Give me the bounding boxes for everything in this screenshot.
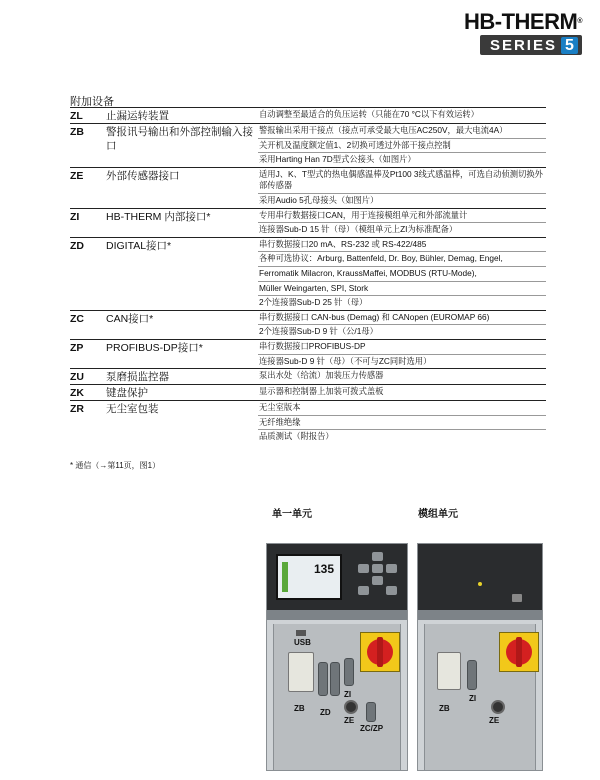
key-down-icon — [372, 576, 383, 585]
ze-socket-icon — [344, 700, 358, 714]
accessory-name: 外部传感器接口 — [106, 169, 180, 182]
accessory-desc-line: 警报输出采用干接点（接点可承受最大电压AC250V，最大电流4A） — [258, 124, 546, 139]
module-ze-socket-icon — [491, 700, 505, 714]
accessory-code: ZD — [70, 239, 84, 252]
module-switch-icon — [499, 632, 539, 672]
accessory-desc-line: 无尘室版本 — [258, 401, 546, 416]
label-usb: USB — [294, 638, 311, 647]
section-title: 附加设备 — [70, 96, 114, 108]
accessory-desc-line: Ferromatik Milacron, KraussMaffei, MODBUS (RTU-Mode), — [258, 267, 546, 282]
accessory-code: ZU — [70, 371, 84, 384]
module-connection-area — [424, 624, 536, 770]
logo-reg: ® — [577, 18, 582, 25]
accessory-name: 无尘室包装 — [106, 403, 159, 416]
label-zi-module: ZI — [469, 694, 477, 703]
accessory-desc-line: 串行数据接口20 mA、RS-232 或 RS-422/485 — [258, 238, 546, 253]
module-button-icon — [512, 594, 522, 602]
label-zi: ZI — [344, 690, 352, 699]
accessory-name: HB-THERM 内部接口* — [106, 210, 211, 223]
accessory-row — [70, 167, 546, 208]
accessory-row — [70, 124, 546, 168]
accessory-row — [70, 108, 546, 124]
single-unit-caption: 单一单元 — [272, 509, 312, 520]
accessory-desc-line: Müller Weingarten, SPI, Stork — [258, 282, 546, 297]
accessory-row — [70, 237, 546, 310]
connection-area — [273, 624, 401, 770]
accessory-name: PROFIBUS-DP接口* — [106, 341, 203, 354]
accessory-code: ZB — [70, 126, 84, 138]
accessory-code: ZI — [70, 210, 80, 223]
accessory-descriptions — [258, 401, 546, 444]
accessories-table — [70, 107, 546, 444]
accessory-row — [70, 401, 546, 444]
accessory-desc-line: 采用Audio 5孔母接头（如图片） — [259, 194, 379, 205]
logo-brand: HB-THERM — [464, 9, 578, 34]
accessory-row — [70, 310, 546, 339]
accessory-desc-line: 适用J、K、T型式的热电偶感温棒及Pt100 3线式感温棒，可选自动侦测切换外部传感器 — [258, 168, 546, 194]
key-up-icon — [372, 552, 383, 561]
accessory-row — [70, 339, 546, 368]
accessory-descriptions — [258, 108, 546, 124]
label-zb: ZB — [294, 704, 305, 713]
logo-series: SERIES — [489, 36, 557, 54]
zd-connector-icon-2 — [330, 662, 340, 696]
module-unit-caption: 模组单元 — [418, 509, 458, 520]
accessory-desc-line: 自动调整至最适合的负压运转（只能在70 °C以下有效运转） — [259, 109, 479, 119]
accessory-code: ZK — [70, 387, 84, 400]
module-zi-connector-icon — [467, 660, 477, 690]
panel-strip — [267, 610, 407, 620]
accessory-descriptions — [258, 369, 546, 385]
label-zb-module: ZB — [439, 704, 450, 713]
accessory-desc-line: 采用Harting Han 7D型式公接头（如图片） — [259, 154, 416, 165]
accessory-row — [70, 369, 546, 385]
accessory-desc-line: 显示器和控制器上加装可拨式盖板 — [259, 386, 384, 397]
accessory-descriptions — [258, 167, 546, 208]
accessory-row — [70, 208, 546, 237]
accessory-name: 警报讯号输出和外部控制输入接口 — [106, 126, 253, 152]
accessory-code: ZR — [70, 403, 84, 416]
keypad — [355, 552, 401, 598]
accessory-desc-line: 串行数据接口 CAN-bus (Demag) 和 CANopen (EUROMAP 66) — [258, 311, 546, 326]
key-a-icon — [358, 586, 369, 595]
module-panel — [418, 544, 542, 610]
main-switch-icon — [360, 632, 400, 672]
accessory-row — [70, 385, 546, 401]
label-zc-zp: ZC/ZP — [360, 724, 384, 733]
footnote: * 通信（→第11页，图1） — [70, 461, 161, 470]
key-b-icon — [386, 586, 397, 595]
accessory-desc-line: 连接器Sub-D 9 针（母）（不可与ZC同时选用） — [259, 355, 432, 366]
display-value: 135 — [313, 562, 334, 576]
accessory-desc-line: 连接器Sub-D 15 针（母）（模组单元上ZI为标准配备） — [259, 224, 458, 235]
accessory-descriptions — [258, 124, 546, 168]
accessory-name: DIGITAL接口* — [106, 239, 172, 252]
module-strip — [418, 610, 542, 620]
control-panel — [267, 544, 407, 610]
accessory-descriptions — [258, 208, 546, 237]
module-switch-handle-icon — [516, 637, 522, 667]
key-right-icon — [386, 564, 397, 573]
accessory-desc-line: 品质测试（附报告） — [259, 431, 334, 442]
accessory-desc-line: 关开机及温度额定值1、2切换可透过外部干接点控制 — [258, 139, 546, 154]
accessory-descriptions — [258, 310, 546, 339]
display-screen — [276, 554, 342, 600]
status-led-icon — [478, 582, 482, 586]
brand-logo — [432, 10, 582, 55]
accessory-code: ZE — [70, 169, 84, 182]
accessory-name: 泵磨损监控器 — [106, 371, 169, 384]
accessory-name: 键盘保护 — [106, 387, 148, 400]
label-ze: ZE — [344, 716, 355, 725]
key-center-icon — [372, 564, 383, 573]
accessory-desc-line: 2个连接器Sub-D 9 针（公/1母） — [259, 326, 378, 337]
key-left-icon — [358, 564, 369, 573]
accessory-desc-line: 2个连接器Sub-D 25 针（母） — [259, 297, 368, 308]
zi-connector-icon — [344, 658, 354, 686]
label-zd: ZD — [320, 708, 331, 717]
usb-port-icon — [296, 630, 306, 636]
accessory-code: ZL — [70, 110, 83, 122]
switch-handle-icon — [377, 637, 383, 667]
module-unit-image — [417, 543, 543, 771]
accessory-desc-line: 各种可选协议：Arburg, Battenfeld, Dr. Boy, Bühler, Demag, Engel, — [258, 252, 546, 267]
zd-connector-icon-1 — [318, 662, 328, 696]
zb-connector-icon — [288, 652, 314, 692]
zc-zp-connector-icon — [366, 702, 376, 722]
accessory-code: ZP — [70, 341, 84, 354]
logo-series-bar — [480, 35, 582, 55]
accessory-desc-line: 无纤维绝缘 — [258, 416, 546, 431]
accessory-desc-line: 串行数据接口PROFIBUS-DP — [258, 340, 546, 355]
module-zb-connector-icon — [437, 652, 461, 690]
accessory-descriptions — [258, 339, 546, 368]
accessory-code: ZC — [70, 312, 84, 325]
accessory-descriptions — [258, 237, 546, 310]
accessory-name: CAN接口* — [106, 312, 154, 325]
single-unit-image — [266, 543, 408, 771]
logo-series-number: 5 — [561, 37, 578, 54]
accessory-name: 止漏运转装置 — [106, 110, 169, 122]
accessory-descriptions — [258, 385, 546, 401]
label-ze-module: ZE — [489, 716, 500, 725]
accessory-desc-line: 泵出水处（给流）加装压力传感器 — [259, 370, 384, 381]
accessory-desc-line: 专用串行数据接口CAN，用于连接模组单元和外部流量计 — [258, 209, 546, 224]
display-bar — [282, 562, 288, 592]
